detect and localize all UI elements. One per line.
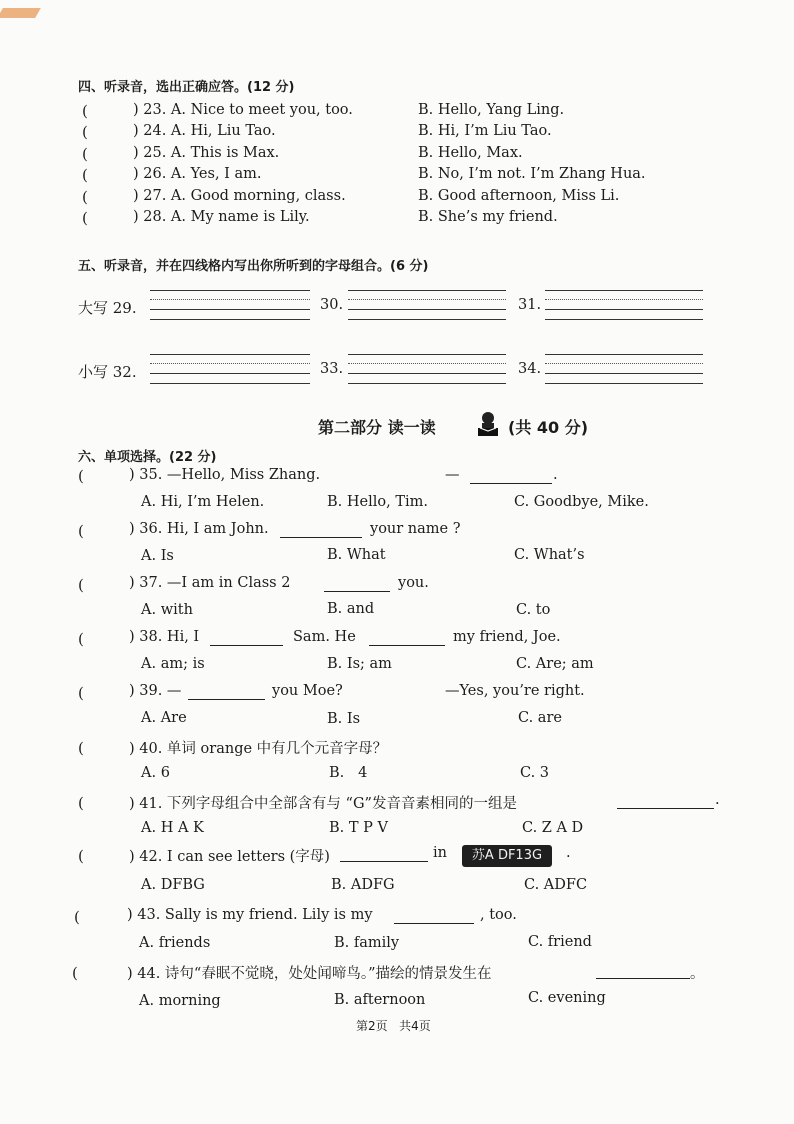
license-plate: 苏A DF13G — [462, 845, 552, 867]
answer-blank-43[interactable] — [394, 911, 474, 924]
option-c-38: C. Are; am — [516, 656, 594, 672]
part2-title: 第二部分 读一读 — [318, 418, 436, 437]
option-b-39: B. Is — [327, 711, 361, 727]
post-36: your name ? — [370, 521, 461, 537]
answer-blank-41[interactable] — [617, 796, 714, 809]
option-c-36: C. What’s — [514, 547, 585, 563]
option-c-44: C. evening — [528, 990, 606, 1006]
answer-blank-44[interactable] — [596, 966, 690, 979]
answer-blank-38b[interactable] — [369, 633, 445, 646]
question-41: ) 41. 下列字母组合中全部含有与 “G”发音音素相同的一组是 — [129, 796, 517, 812]
answer-paren[interactable]: ( — [72, 964, 78, 982]
answer-paren[interactable]: ( — [82, 123, 88, 141]
option-c-42: C. ADFC — [524, 877, 588, 893]
dash-35: — — [445, 467, 460, 483]
reading-student-icon — [476, 410, 500, 440]
answer-blank-36[interactable] — [280, 525, 362, 538]
post-42: in — [433, 845, 447, 861]
answer-blank-38a[interactable] — [210, 633, 283, 646]
option-b-24: B. Hi, I’m Liu Tao. — [418, 123, 552, 139]
end-42: . — [566, 845, 571, 861]
option-a-35: A. Hi, I’m Helen. — [141, 494, 265, 510]
option-b-37: B. and — [327, 601, 375, 617]
option-a-38: A. am; is — [141, 656, 205, 672]
answer-paren[interactable]: ( — [78, 847, 84, 865]
option-b-41: B. T P V — [329, 820, 388, 836]
option-c-37: C. to — [516, 602, 551, 618]
question-24: ) 24. A. Hi, Liu Tao. — [133, 123, 276, 139]
question-43: ) 43. Sally is my friend. Lily is my — [127, 907, 373, 923]
end-41: . — [715, 792, 720, 808]
answer-paren[interactable]: ( — [78, 739, 84, 757]
option-b-35: B. Hello, Tim. — [327, 494, 428, 510]
option-c-40: C. 3 — [520, 765, 550, 781]
question-25: ) 25. A. This is Max. — [133, 145, 280, 161]
blank-number-30: 30. — [320, 297, 344, 313]
answer-blank-39[interactable] — [188, 687, 265, 700]
question-42: ) 42. I can see letters (字母) — [129, 849, 330, 865]
lowercase-label: 小写 32. — [78, 363, 137, 381]
option-b-36: B. What — [327, 547, 386, 563]
post-37: you. — [398, 575, 429, 591]
blank-number-34: 34. — [518, 361, 542, 377]
answer-blank-35[interactable] — [470, 471, 552, 484]
option-c-35: C. Goodbye, Mike. — [514, 494, 649, 510]
option-b-27: B. Good afternoon, Miss Li. — [418, 188, 620, 204]
answer-paren[interactable]: ( — [82, 188, 88, 206]
question-27: ) 27. A. Good morning, class. — [133, 188, 346, 204]
question-37: ) 37. —I am in Class 2 — [129, 575, 291, 591]
answer-paren[interactable]: ( — [82, 145, 88, 163]
answer-paren[interactable]: ( — [78, 630, 84, 648]
option-a-42: A. DFBG — [141, 877, 205, 893]
option-a-40: A. 6 — [141, 765, 170, 781]
answer-paren[interactable]: ( — [82, 102, 88, 120]
answer-blank-37[interactable] — [324, 579, 390, 592]
blank-number-31: 31. — [518, 297, 542, 313]
end-44: 。 — [690, 966, 705, 982]
answer-paren[interactable]: ( — [78, 467, 84, 485]
option-b-26: B. No, I’m not. I’m Zhang Hua. — [418, 166, 646, 182]
question-23: ) 23. A. Nice to meet you, too. — [133, 102, 353, 118]
mid-38: Sam. He — [293, 629, 356, 645]
option-a-44: A. morning — [139, 993, 221, 1009]
option-c-43: C. friend — [528, 934, 592, 950]
option-a-39: A. Are — [141, 710, 187, 726]
blank-number-33: 33. — [320, 361, 344, 377]
answer-paren[interactable]: ( — [78, 684, 84, 702]
post-43: , too. — [480, 907, 517, 923]
option-b-28: B. She’s my friend. — [418, 209, 558, 225]
question-40: ) 40. 单词 orange 中有几个元音字母？ — [129, 741, 388, 757]
option-b-40: B. 4 — [329, 765, 368, 781]
section5-title: 五、听录音，并在四线格内写出你所听到的字母组合。(6 分) — [78, 259, 429, 274]
section6-title: 六、单项选择。(22 分) — [78, 450, 217, 465]
answer-paren[interactable]: ( — [78, 576, 84, 594]
reply-39: —Yes, you’re right. — [445, 683, 585, 699]
option-b-42: B. ADFG — [331, 877, 395, 893]
answer-paren[interactable]: ( — [74, 908, 80, 926]
part2-score: (共 40 分) — [508, 418, 589, 437]
answer-paren[interactable]: ( — [82, 166, 88, 184]
question-44: ) 44. 诗句“春眠不觉晓，处处闻啼鸟。”描绘的情景发生在 — [127, 966, 492, 982]
corner-mark — [0, 8, 41, 18]
section4-title: 四、听录音，选出正确应答。(12 分) — [78, 80, 295, 95]
option-b-25: B. Hello, Max. — [418, 145, 523, 161]
question-35: ) 35. —Hello, Miss Zhang. — [129, 467, 321, 483]
question-28: ) 28. A. My name is Lily. — [133, 209, 310, 225]
post-39: you Moe? — [272, 683, 343, 699]
page-number: 第2页 共4页 — [356, 1019, 431, 1033]
option-b-44: B. afternoon — [334, 992, 426, 1008]
answer-blank-42[interactable] — [340, 849, 428, 862]
question-39: ) 39. — — [129, 683, 182, 699]
option-a-43: A. friends — [139, 935, 211, 951]
question-26: ) 26. A. Yes, I am. — [133, 166, 262, 182]
option-a-37: A. with — [141, 602, 193, 618]
answer-paren[interactable]: ( — [78, 794, 84, 812]
option-a-41: A. H A K — [141, 820, 204, 836]
option-c-39: C. are — [518, 710, 562, 726]
post-38: my friend, Joe. — [453, 629, 561, 645]
option-a-36: A. Is — [141, 548, 174, 564]
option-b-43: B. family — [334, 935, 400, 951]
option-c-41: C. Z A D — [522, 820, 584, 836]
answer-paren[interactable]: ( — [82, 209, 88, 227]
option-b-38: B. Is; am — [327, 656, 392, 672]
end-35: . — [553, 467, 558, 483]
option-b-23: B. Hello, Yang Ling. — [418, 102, 565, 118]
question-36: ) 36. Hi, I am John. — [129, 521, 269, 537]
uppercase-label: 大写 29. — [78, 299, 137, 317]
question-38: ) 38. Hi, I — [129, 629, 200, 645]
answer-paren[interactable]: ( — [78, 522, 84, 540]
